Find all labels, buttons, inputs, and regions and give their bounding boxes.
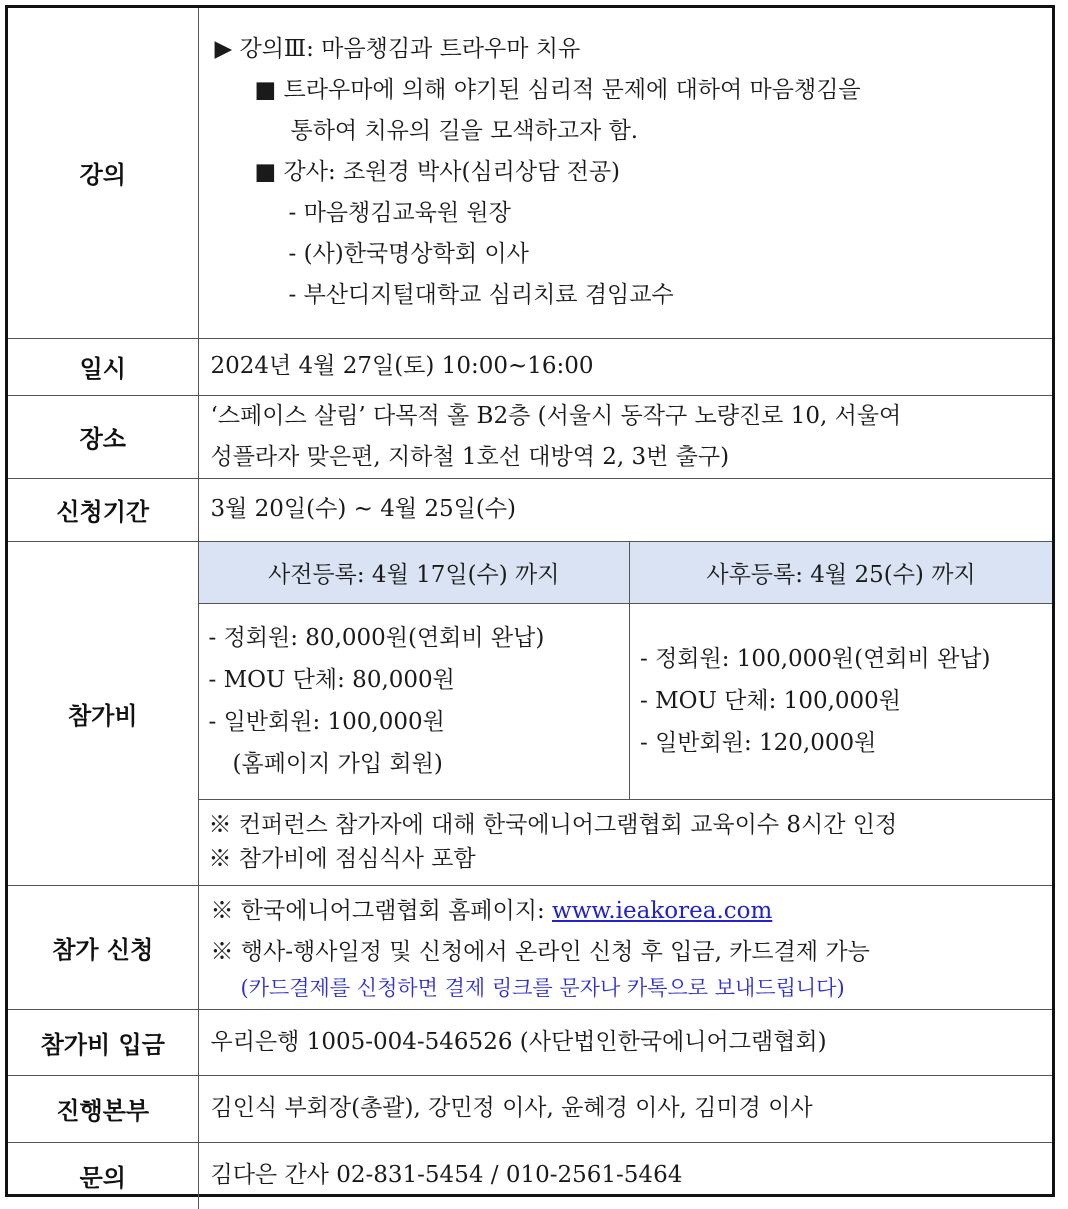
contact-value: 김다은 간사 02-831-5454 / 010-2561-5464 xyxy=(198,1142,1052,1209)
early-registration-header: 사전등록: 4월 17일(수) 까지 xyxy=(199,542,630,604)
row-apply xyxy=(8,885,1052,1009)
instructor-credential: - 부산디지털대학교 심리치료 겸임교수 xyxy=(288,282,674,309)
row-fee xyxy=(8,541,1052,885)
label-date: 일시 xyxy=(8,338,198,395)
payment-value: 우리은행 1005-004-546526 (사단법인한국에니어그램협회) xyxy=(198,1009,1052,1075)
date-value: 2024년 4월 27일(토) 10:00~16:00 xyxy=(198,338,1052,395)
row-staff xyxy=(8,1075,1052,1142)
info-table-frame xyxy=(5,5,1055,1197)
fee-item: - 정회원: 100,000원(연회비 완납) xyxy=(640,646,991,672)
fee-item: - 일반회원: 120,000원 xyxy=(640,730,877,756)
lecture-bullet-1-line-2: 통하여 치유의 길을 모색하고자 함. xyxy=(290,118,639,145)
label-apply: 참가 신청 xyxy=(8,885,198,1009)
instructor-credential: - 마음챙김교육원 원장 xyxy=(288,200,511,227)
late-registration-header: 사후등록: 4월 25(수) 까지 xyxy=(630,542,1053,604)
row-lecture xyxy=(8,8,1052,338)
row-venue xyxy=(8,395,1052,478)
info-table xyxy=(8,8,1052,1209)
fee-item-note: (홈페이지 가입 회원) xyxy=(232,751,443,777)
row-period xyxy=(8,478,1052,541)
venue-content xyxy=(198,395,1052,478)
fee-note: ※ 참가비에 점심식사 포함 xyxy=(208,846,476,872)
apply-line-2: ※ 행사-행사일정 및 신청에서 온라인 신청 후 입금, 카드결제 가능 xyxy=(210,939,870,965)
fee-item: - 일반회원: 100,000원 xyxy=(208,709,445,735)
venue-line-2: 성플라자 맞은편, 지하철 1호선 대방역 2, 3번 출구) xyxy=(210,443,730,470)
label-payment: 참가비 입금 xyxy=(8,1009,198,1075)
early-fee-list xyxy=(199,603,630,799)
label-staff: 진행본부 xyxy=(8,1075,198,1142)
venue-line-1: ‘스페이스 살림’ 다목적 홀 B2층 (서울시 동작구 노량진로 10, 서울여 xyxy=(210,402,902,429)
late-fee-list xyxy=(630,603,1053,799)
fee-table xyxy=(199,542,1053,885)
fee-note: ※ 컨퍼런스 참가자에 대해 한국에니어그램협회 교육이수 8시간 인정 xyxy=(208,812,898,838)
apply-homepage-label: ※ 한국에니어그램협회 홈페이지: xyxy=(210,898,553,924)
period-value: 3월 20일(수) ~ 4월 25일(수) xyxy=(198,478,1052,541)
label-period: 신청기간 xyxy=(8,478,198,541)
fee-item: - MOU 단체: 100,000원 xyxy=(640,688,902,714)
fee-item: - MOU 단체: 80,000원 xyxy=(208,667,455,693)
row-payment xyxy=(8,1009,1052,1075)
label-contact: 문의 xyxy=(8,1142,198,1209)
label-lecture: 강의 xyxy=(8,8,198,338)
homepage-link[interactable]: www.ieakorea.com xyxy=(552,898,773,924)
lecture-instructor: ■ 강사: 조원경 박사(심리상담 전공) xyxy=(254,159,621,186)
apply-content xyxy=(198,885,1052,1009)
row-date xyxy=(8,338,1052,395)
card-payment-note: (카드결제를 신청하면 결제 링크를 문자나 카톡으로 보내드립니다) xyxy=(240,976,845,1000)
label-venue: 장소 xyxy=(8,395,198,478)
fee-item: - 정회원: 80,000원(연회비 완납) xyxy=(208,625,545,651)
row-contact xyxy=(8,1142,1052,1209)
lecture-title: ▶ 강의Ⅲ: 마음챙김과 트라우마 치유 xyxy=(214,36,581,63)
label-fee: 참가비 xyxy=(8,541,198,885)
staff-value: 김인식 부회장(총괄), 강민정 이사, 윤혜경 이사, 김미경 이사 xyxy=(198,1075,1052,1142)
fee-content xyxy=(198,541,1052,885)
fee-notes xyxy=(199,799,1053,885)
apply-line-1 xyxy=(211,891,1045,932)
instructor-credential: - (사)한국명상학회 이사 xyxy=(288,241,529,268)
lecture-content xyxy=(198,8,1052,338)
lecture-bullet-1-line-1: ■ 트라우마에 의해 야기된 심리적 문제에 대하여 마음챙김을 xyxy=(254,77,861,104)
